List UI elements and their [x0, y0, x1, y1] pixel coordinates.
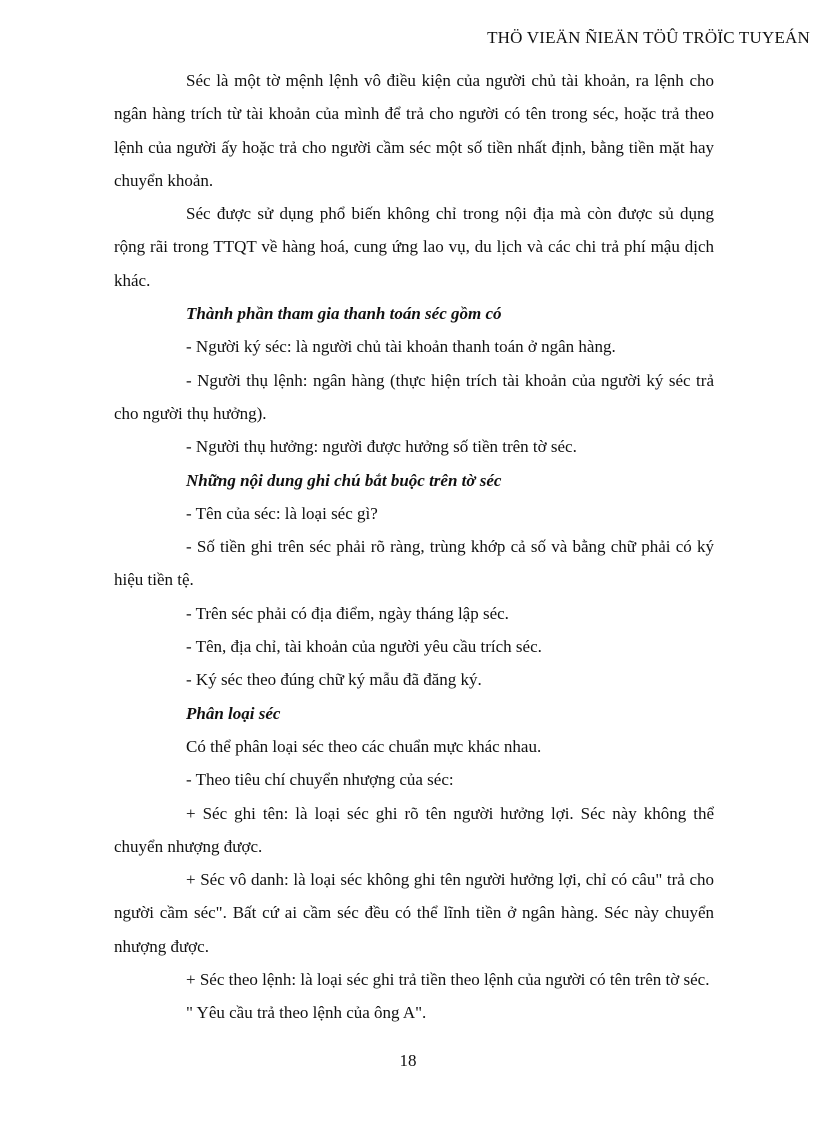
list-item-named-cheque: + Séc ghi tên: là loại séc ghi rõ tên người hưởng lợi. Séc này không thể chuyển nhượng được. — [114, 803, 714, 856]
paragraph-usage: Séc được sử dụng phổ biến không chỉ trong nội địa mà còn được sủ dụng rộng rãi trong TTQT về hàng hoá, cung ứng lao vụ, du lịch và các chi trả phí mậu dịch khác. — [114, 204, 714, 290]
list-item-transfer-criteria: - Theo tiêu chí chuyển nhượng của séc: — [186, 770, 454, 790]
paragraph-definition: Séc là một tờ mệnh lệnh vô điều kiện của người chủ tài khoản, ra lệnh cho ngân hàng trích từ tài khoản của mình để trả cho người có tên trong séc, hoặc trả theo lệnh của người ấy hoặc trả cho người cầm séc một số tiền nhất định, bằng tiền mặt hay chuyển khoản. — [114, 71, 714, 190]
document-body — [114, 64, 714, 1030]
paragraph-classification-intro: Có thể phân loại séc theo các chuẩn mực khác nhau. — [186, 736, 542, 756]
list-item-drawee: - Người thụ lệnh: ngân hàng (thực hiện trích tài khoản của người ký séc trả cho người thụ hưởng). — [114, 370, 714, 423]
list-item-requester: - Tên, địa chỉ, tài khoản của người yêu cầu trích séc. — [186, 637, 542, 657]
list-item-order-cheque: + Séc theo lệnh: là loại séc ghi trả tiền theo lệnh của người có tên trên tờ séc. — [186, 970, 710, 990]
section-heading-classification: Phân loại séc — [186, 703, 281, 723]
list-item-place-date: - Trên séc phải có địa điểm, ngày tháng lập séc. — [186, 603, 509, 623]
list-item-bearer-cheque: + Séc vô danh: là loại séc không ghi tên người hưởng lợi, chỉ có câu" trả cho người cầm séc". Bất cứ ai cầm séc đều có thể lĩnh tiền ở ngân hàng. Séc này chuyển nhượng được. — [114, 870, 714, 956]
page-header: THÖ VIEÄN ÑIEÄN TÖÛ TRÖÏC TUYEÁN — [487, 28, 810, 47]
section-heading-mandatory-content: Những nội dung ghi chú bắt buộc trên tờ séc — [186, 470, 502, 490]
list-item-drawer: - Người ký séc: là người chủ tài khoản thanh toán ở ngân hàng. — [186, 337, 616, 357]
list-item-signature: - Ký séc theo đúng chữ ký mẫu đã đăng ký. — [186, 670, 482, 690]
section-heading-participants: Thành phần tham gia thanh toán séc gồm có — [186, 304, 502, 324]
list-item-amount: - Số tiền ghi trên séc phải rõ ràng, trùng khớp cả số và bằng chữ phải có ký hiệu tiền tệ. — [114, 537, 714, 590]
list-item-cheque-name: - Tên của séc: là loại séc gì? — [186, 503, 378, 523]
quote-example: " Yêu cầu trả theo lệnh của ông A". — [186, 1003, 427, 1023]
list-item-payee: - Người thụ hưởng: người được hưởng số tiền trên tờ séc. — [186, 437, 577, 457]
page-number: 18 — [399, 1051, 417, 1070]
